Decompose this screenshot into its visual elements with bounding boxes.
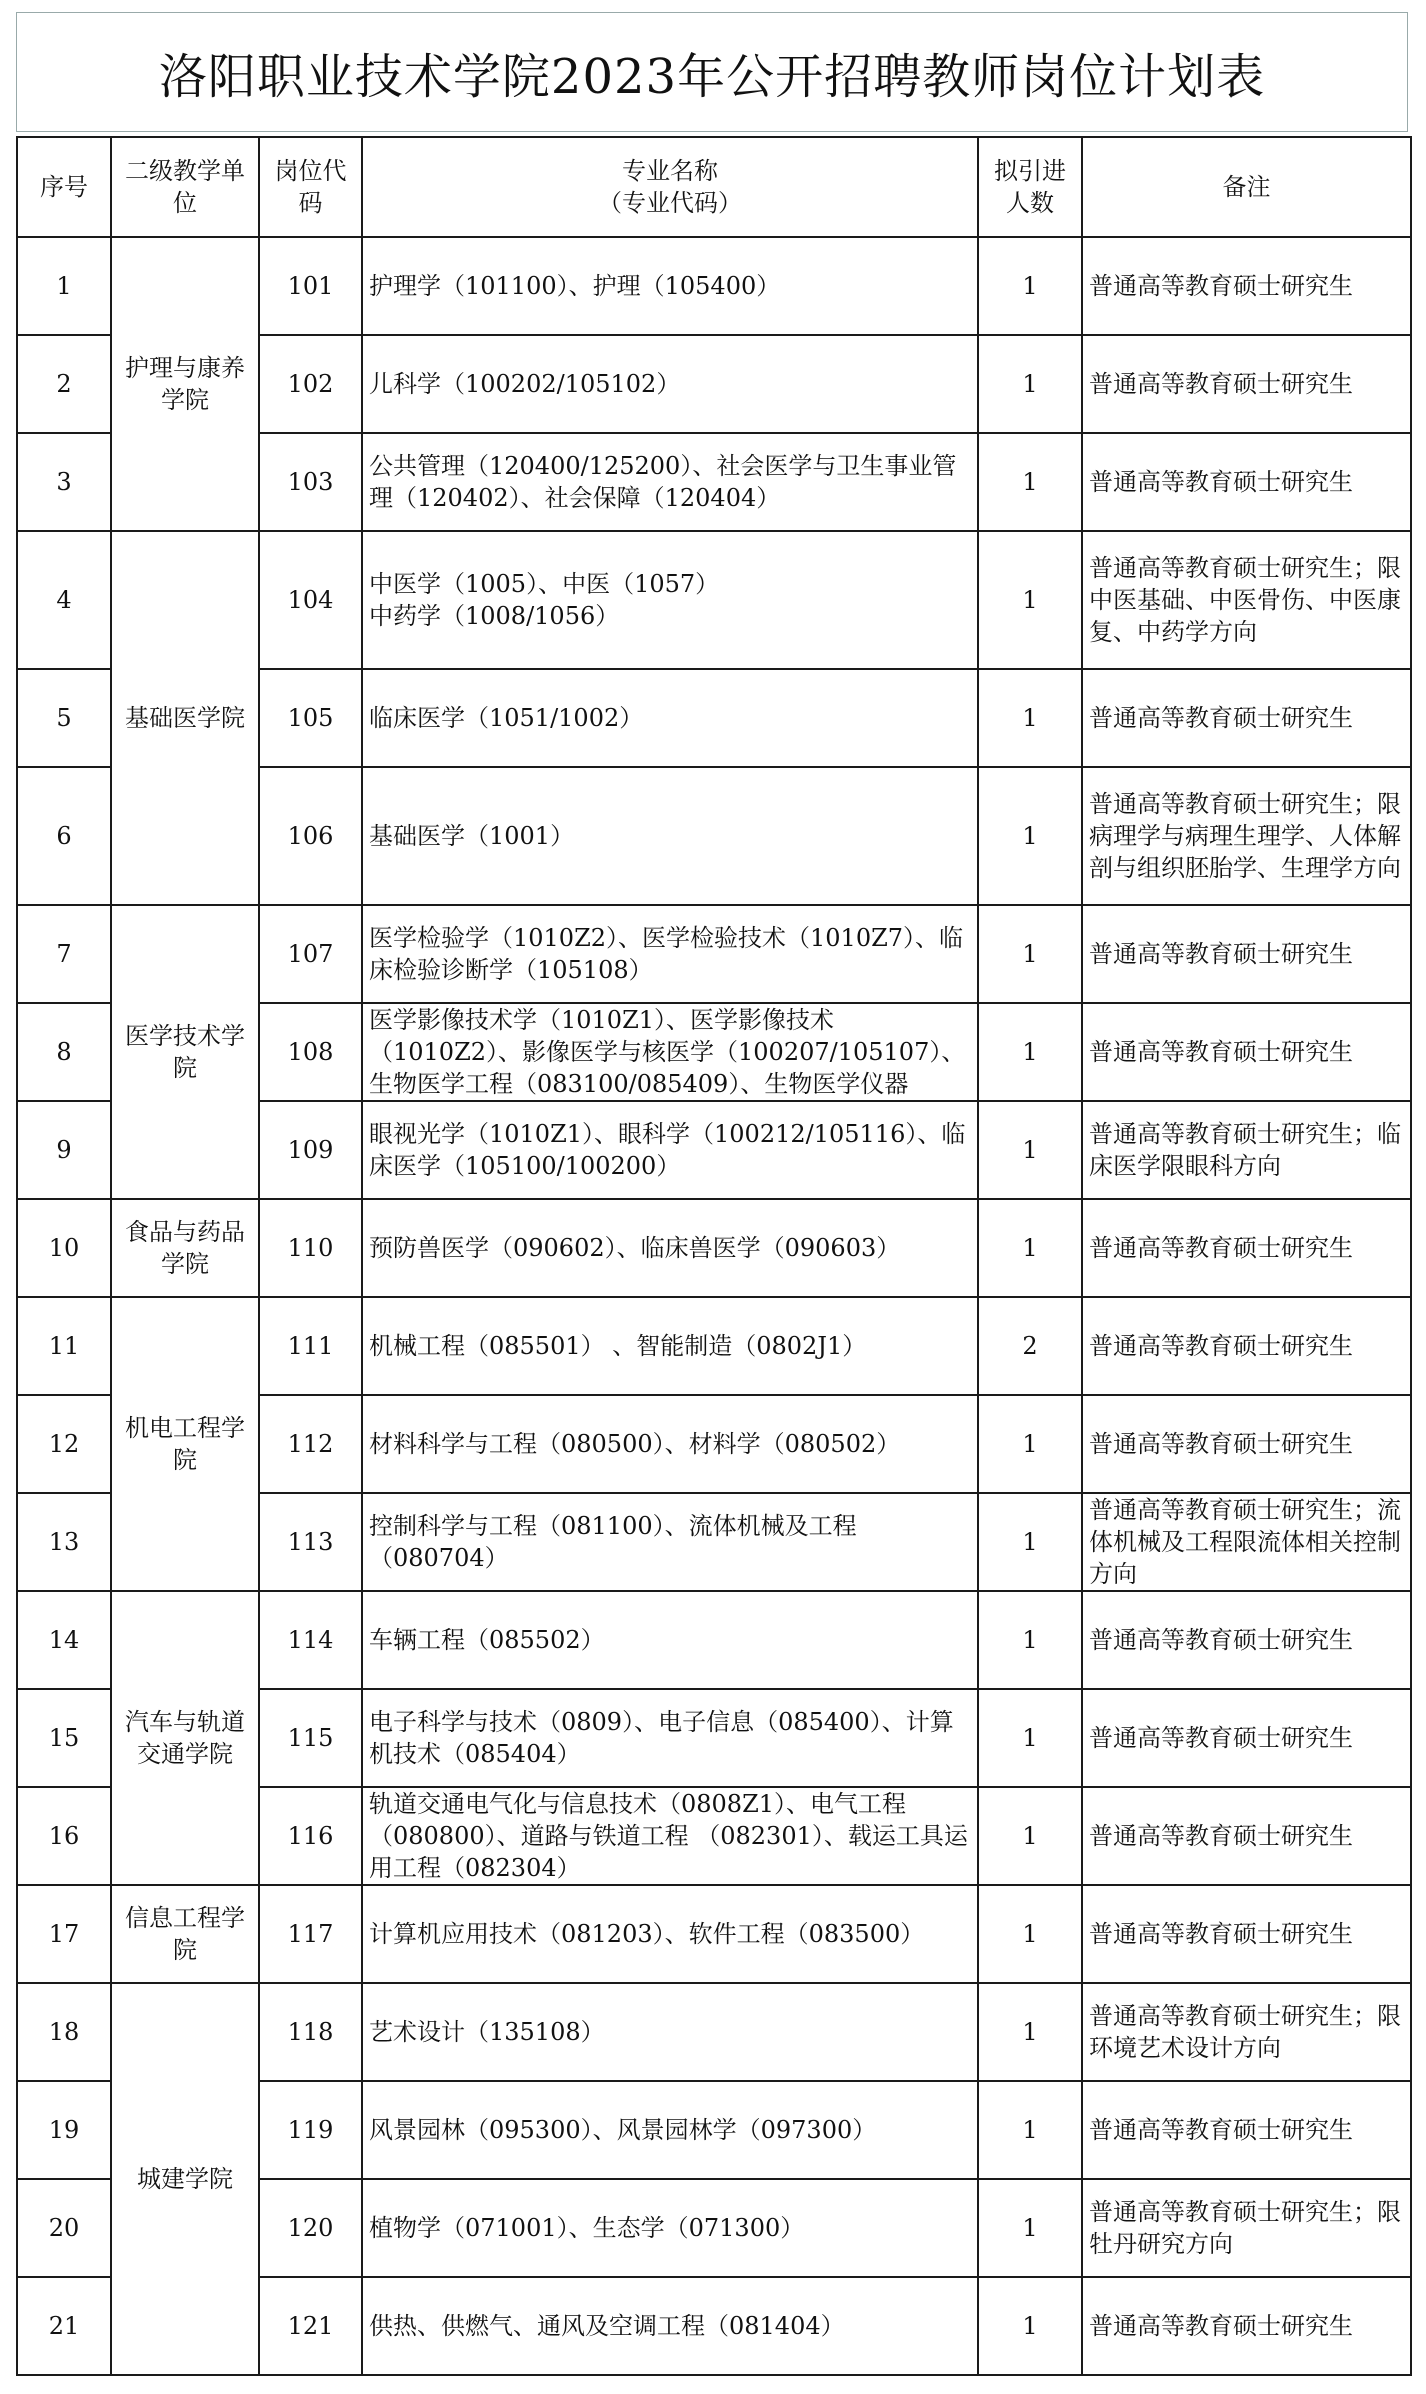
cell-count: 1: [978, 1885, 1082, 1983]
cell-unit: 基础医学院: [111, 531, 259, 905]
cell-note: 普通高等教育硕士研究生: [1082, 1787, 1411, 1885]
cell-unit: 信息工程学院: [111, 1885, 259, 1983]
cell-seq: 8: [17, 1003, 111, 1101]
cell-code: 106: [259, 767, 362, 905]
cell-code: 110: [259, 1199, 362, 1297]
cell-code: 105: [259, 669, 362, 767]
cell-major: 电子科学与技术（0809）、电子信息（085400）、计算机技术（085404）: [362, 1689, 978, 1787]
cell-note: 普通高等教育硕士研究生；临床医学限眼科方向: [1082, 1101, 1411, 1199]
cell-seq: 18: [17, 1983, 111, 2081]
cell-count: 1: [978, 237, 1082, 335]
cell-seq: 14: [17, 1591, 111, 1689]
cell-major: 公共管理（120400/125200）、社会医学与卫生事业管理（120402）、社会保障（120404）: [362, 433, 978, 531]
header-seq: 序号: [17, 137, 111, 237]
cell-code: 114: [259, 1591, 362, 1689]
cell-note: 普通高等教育硕士研究生: [1082, 1591, 1411, 1689]
cell-major: 材料科学与工程（080500）、材料学（080502）: [362, 1395, 978, 1493]
cell-seq: 11: [17, 1297, 111, 1395]
cell-code: 111: [259, 1297, 362, 1395]
cell-count: 1: [978, 1199, 1082, 1297]
cell-note: 普通高等教育硕士研究生: [1082, 1885, 1411, 1983]
page-title: 洛阳职业技术学院2023年公开招聘教师岗位计划表: [158, 48, 1266, 105]
table-row: [17, 237, 1411, 335]
cell-seq: 1: [17, 237, 111, 335]
cell-major: 临床医学（1051/1002）: [362, 669, 978, 767]
cell-seq: 13: [17, 1493, 111, 1591]
cell-seq: 17: [17, 1885, 111, 1983]
cell-note: 普通高等教育硕士研究生: [1082, 2081, 1411, 2179]
cell-seq: 10: [17, 1199, 111, 1297]
table-row: [17, 1983, 1411, 2081]
cell-count: 1: [978, 1983, 1082, 2081]
header-code: 岗位代码: [259, 137, 362, 237]
cell-note: 普通高等教育硕士研究生: [1082, 1395, 1411, 1493]
cell-note: 普通高等教育硕士研究生；限病理学与病理生理学、人体解剖与组织胚胎学、生理学方向: [1082, 767, 1411, 905]
cell-note: 普通高等教育硕士研究生；限环境艺术设计方向: [1082, 1983, 1411, 2081]
cell-unit: 汽车与轨道交通学院: [111, 1591, 259, 1885]
cell-code: 101: [259, 237, 362, 335]
cell-note: 普通高等教育硕士研究生: [1082, 433, 1411, 531]
cell-major: 儿科学（100202/105102）: [362, 335, 978, 433]
cell-note: 普通高等教育硕士研究生: [1082, 1297, 1411, 1395]
cell-code: 121: [259, 2277, 362, 2375]
cell-seq: 9: [17, 1101, 111, 1199]
cell-note: 普通高等教育硕士研究生: [1082, 2277, 1411, 2375]
cell-major: 中医学（1005）、中医（1057） 中药学（1008/1056）: [362, 531, 978, 669]
cell-major: 医学检验学（1010Z2）、医学检验技术（1010Z7）、临床检验诊断学（105108）: [362, 905, 978, 1003]
cell-unit: 食品与药品学院: [111, 1199, 259, 1297]
cell-count: 1: [978, 767, 1082, 905]
cell-note: 普通高等教育硕士研究生；限中医基础、中医骨伤、中医康复、中药学方向: [1082, 531, 1411, 669]
cell-seq: 7: [17, 905, 111, 1003]
cell-count: 1: [978, 1003, 1082, 1101]
table-row: [17, 531, 1411, 669]
cell-seq: 5: [17, 669, 111, 767]
cell-note: 普通高等教育硕士研究生: [1082, 237, 1411, 335]
cell-code: 115: [259, 1689, 362, 1787]
cell-major: 计算机应用技术（081203）、软件工程（083500）: [362, 1885, 978, 1983]
cell-code: 118: [259, 1983, 362, 2081]
cell-count: 1: [978, 531, 1082, 669]
cell-code: 117: [259, 1885, 362, 1983]
cell-major: 轨道交通电气化与信息技术（0808Z1）、电气工程（080800）、道路与铁道工程 （082301）、载运工具运用工程（082304）: [362, 1787, 978, 1885]
cell-code: 109: [259, 1101, 362, 1199]
cell-major: 风景园林（095300）、风景园林学（097300）: [362, 2081, 978, 2179]
cell-seq: 15: [17, 1689, 111, 1787]
cell-major: 基础医学（1001）: [362, 767, 978, 905]
cell-seq: 6: [17, 767, 111, 905]
cell-major: 护理学（101100）、护理（105400）: [362, 237, 978, 335]
cell-unit: 医学技术学院: [111, 905, 259, 1199]
cell-seq: 16: [17, 1787, 111, 1885]
cell-code: 119: [259, 2081, 362, 2179]
cell-seq: 21: [17, 2277, 111, 2375]
cell-major: 供热、供燃气、通风及空调工程（081404）: [362, 2277, 978, 2375]
cell-note: 普通高等教育硕士研究生: [1082, 905, 1411, 1003]
cell-count: 1: [978, 335, 1082, 433]
cell-code: 103: [259, 433, 362, 531]
cell-unit: 护理与康养学院: [111, 237, 259, 531]
cell-count: 1: [978, 1689, 1082, 1787]
header-unit: 二级教学单位: [111, 137, 259, 237]
recruitment-table: [16, 136, 1412, 2376]
cell-note: 普通高等教育硕士研究生；流体机械及工程限流体相关控制方向: [1082, 1493, 1411, 1591]
cell-major: 预防兽医学（090602）、临床兽医学（090603）: [362, 1199, 978, 1297]
cell-note: 普通高等教育硕士研究生: [1082, 1689, 1411, 1787]
cell-major: 控制科学与工程（081100）、流体机械及工程（080704）: [362, 1493, 978, 1591]
cell-count: 1: [978, 1395, 1082, 1493]
cell-code: 112: [259, 1395, 362, 1493]
cell-count: 1: [978, 2277, 1082, 2375]
cell-seq: 4: [17, 531, 111, 669]
cell-seq: 12: [17, 1395, 111, 1493]
cell-note: 普通高等教育硕士研究生；限牡丹研究方向: [1082, 2179, 1411, 2277]
cell-major: 眼视光学（1010Z1）、眼科学（100212/105116）、临床医学（105100/100200）: [362, 1101, 978, 1199]
table-row: [17, 1885, 1411, 1983]
table-row: [17, 1297, 1411, 1395]
cell-seq: 2: [17, 335, 111, 433]
title-box: [16, 12, 1408, 132]
cell-count: 1: [978, 2179, 1082, 2277]
cell-code: 120: [259, 2179, 362, 2277]
cell-major: 植物学（071001）、生态学（071300）: [362, 2179, 978, 2277]
cell-note: 普通高等教育硕士研究生: [1082, 1003, 1411, 1101]
cell-count: 1: [978, 2081, 1082, 2179]
header-note: 备注: [1082, 137, 1411, 237]
cell-count: 1: [978, 1101, 1082, 1199]
cell-code: 108: [259, 1003, 362, 1101]
cell-major: 医学影像技术学（1010Z1）、医学影像技术（1010Z2）、影像医学与核医学（100207/105107）、生物医学工程（083100/085409）、生物医学仪器: [362, 1003, 978, 1101]
cell-code: 113: [259, 1493, 362, 1591]
cell-note: 普通高等教育硕士研究生: [1082, 669, 1411, 767]
cell-count: 1: [978, 1787, 1082, 1885]
table-row: [17, 905, 1411, 1003]
cell-count: 1: [978, 669, 1082, 767]
cell-code: 104: [259, 531, 362, 669]
cell-count: 1: [978, 905, 1082, 1003]
header-count: 拟引进人数: [978, 137, 1082, 237]
cell-major: 艺术设计（135108）: [362, 1983, 978, 2081]
cell-count: 1: [978, 433, 1082, 531]
table-row: [17, 1591, 1411, 1689]
cell-count: 2: [978, 1297, 1082, 1395]
cell-major: 机械工程（085501） 、智能制造（0802J1）: [362, 1297, 978, 1395]
cell-code: 107: [259, 905, 362, 1003]
cell-note: 普通高等教育硕士研究生: [1082, 1199, 1411, 1297]
cell-unit: 城建学院: [111, 1983, 259, 2375]
header-major: 专业名称 （专业代码）: [362, 137, 978, 237]
cell-note: 普通高等教育硕士研究生: [1082, 335, 1411, 433]
cell-unit: 机电工程学院: [111, 1297, 259, 1591]
cell-count: 1: [978, 1493, 1082, 1591]
cell-seq: 20: [17, 2179, 111, 2277]
cell-major: 车辆工程（085502）: [362, 1591, 978, 1689]
cell-count: 1: [978, 1591, 1082, 1689]
cell-code: 116: [259, 1787, 362, 1885]
cell-seq: 3: [17, 433, 111, 531]
table-row: [17, 1199, 1411, 1297]
cell-code: 102: [259, 335, 362, 433]
table-body: [17, 237, 1411, 2375]
cell-seq: 19: [17, 2081, 111, 2179]
